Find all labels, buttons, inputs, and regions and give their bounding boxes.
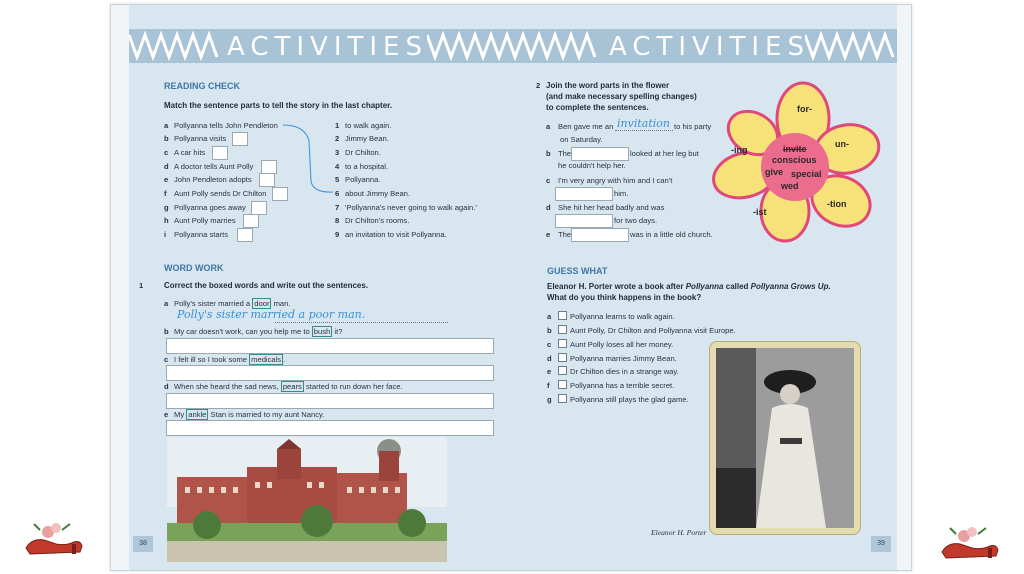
option-label: Dr Chilton dies in a strange way. xyxy=(570,367,679,376)
match-right-item: Pollyanna. xyxy=(345,175,381,184)
flower-instruction-line-2: (and make necessary spelling changes) xyxy=(546,92,697,101)
answer-field[interactable] xyxy=(166,338,494,354)
option-label: Pollyanna learns to walk again. xyxy=(570,312,675,321)
match-left-item: A car hits xyxy=(174,148,206,157)
activities-banner xyxy=(129,29,897,63)
flower-petal: for- xyxy=(797,104,812,114)
flower-center-word: give xyxy=(765,167,784,177)
option-label: Aunt Polly loses all her money. xyxy=(570,340,674,349)
zigzag-decoration xyxy=(129,29,221,63)
flower-petal: un- xyxy=(835,139,849,149)
match-right-item: to a hospital. xyxy=(345,162,389,171)
answer-field[interactable] xyxy=(166,393,494,409)
flower-center-word: invite xyxy=(783,144,807,154)
boxed-word: bush xyxy=(313,327,331,336)
portrait-photo xyxy=(716,348,854,528)
match-answer-box[interactable] xyxy=(232,132,248,146)
page-edge-right xyxy=(897,5,911,570)
zigzag-decoration xyxy=(427,29,603,63)
match-left-item: Aunt Polly sends Dr Chilton xyxy=(174,189,267,198)
match-answer-box[interactable] xyxy=(237,228,253,242)
guess-what-heading: GUESS WHAT xyxy=(547,266,608,276)
match-right-item: an invitation to visit Pollyanna. xyxy=(345,230,447,239)
option-checkbox[interactable] xyxy=(558,353,567,362)
photo-frame xyxy=(709,341,861,535)
book-spread: ACTIVITIES ACTIVITIES READING CHECK Match the sentence parts to tell the story in the last chapter. a Pollyanna tells John Pendleton b Pollyanna visits c A car hits d A doctor tells Aunt Polly e John Pendleton adopts f Aunt Polly sends Dr Chilton g Pollyanna goes away h Aunt Polly marries i Pollyanna starts 1 to walk again. 2 Jimmy Bean. 3 Dr Chilton. 4 to a hospital. 5 Pollyanna. 6 about Jimmy Bean. 7 'Pollyanna's never going to walk again.' 8 Dr Chilton's rooms. 9 an invitation to visit Pollyanna. WORD WORK 1 Correct the boxed words and write out the sentences. a Polly's sister married a door man. Polly's sister married a poor man. b My car doesn't work, can you help me to bush it? c I felt ill so I took some medicals . d When she heard the sad news, pears started to run down her face. e My ankle Stan is married to my aunt Nancy. 2 Join the word parts in the flower (and make necessary spelling changes) to complete the sentences. a Ben gave me an invitation to his party on Saturday. b The looked at her leg but he couldn't help her. c I'm very angry with him and I can't him. d She hit her head badly and was for two days. e The was in a little old church. for- un- -tion -ist -ing invite conscious give special wed GUESS WHAT Eleanor H. Porter wrote a book after Pollyanna called Pollyanna Grows Up. What do you think happens in the book? a Pollyanna learns to walk again. b Aunt Polly, Dr Chilton and Pollyanna visit Europe. c Aunt Polly loses all her money. d Pollyanna marries Jimmy Bean. e Dr Chilton dies in a strange way. f Pollyanna has a terrible secret. g Pollyanna still plays the glad game. Eleanor H. Porter 38 39 xyxy=(110,4,912,571)
word-work-sentence: I felt ill so I took some medicals . xyxy=(174,355,286,364)
match-right-item: Jimmy Bean. xyxy=(345,134,389,143)
reading-check-instruction: Match the sentence parts to tell the story in the last chapter. xyxy=(164,101,393,110)
page-number-right: 39 xyxy=(871,536,891,552)
flower-answer-box[interactable] xyxy=(555,214,613,228)
match-answer-box[interactable] xyxy=(251,201,267,215)
flower-answer-box[interactable] xyxy=(571,228,629,242)
match-right-item: about Jimmy Bean. xyxy=(345,189,410,198)
match-answer-box[interactable] xyxy=(243,214,259,228)
photo-caption: Eleanor H. Porter xyxy=(651,528,707,537)
option-label: Pollyanna has a terrible secret. xyxy=(570,381,675,390)
word-work-sentence: When she heard the sad news, pears started to run down her face. xyxy=(174,382,403,391)
boxed-word: door xyxy=(254,299,270,308)
match-left-item: A doctor tells Aunt Polly xyxy=(174,162,254,171)
match-answer-box[interactable] xyxy=(261,160,277,174)
word-work-sentence: Polly's sister married a door man. xyxy=(174,299,291,308)
banner-title-left: ACTIVITIES xyxy=(227,32,428,62)
answer-field[interactable] xyxy=(166,420,494,436)
match-right-item: Dr Chilton's rooms. xyxy=(345,216,410,225)
boxed-word: pears xyxy=(282,382,302,391)
match-answer-box[interactable] xyxy=(259,173,275,187)
option-label: Pollyanna still plays the glad game. xyxy=(570,395,689,404)
flower-center-word: conscious xyxy=(772,155,817,165)
flower-center-word: wed xyxy=(781,181,799,191)
match-left-item: Pollyanna goes away xyxy=(174,203,246,212)
option-checkbox[interactable] xyxy=(558,339,567,348)
flower-petal: -ing xyxy=(731,145,748,155)
flower-petal: -tion xyxy=(827,199,847,209)
word-work-sentence: My car doesn't work, can you help me to bush it? xyxy=(174,327,343,336)
match-right-item: Dr Chilton. xyxy=(345,148,381,157)
option-label: Pollyanna marries Jimmy Bean. xyxy=(570,354,677,363)
handwritten-answer: invitation xyxy=(617,117,670,130)
page-number-left: 38 xyxy=(133,536,153,552)
word-work-sentence: My ankle Stan is married to my aunt Nancy. xyxy=(174,410,325,419)
option-checkbox[interactable] xyxy=(558,325,567,334)
match-left-item: Aunt Polly marries xyxy=(174,216,236,225)
banner-title-right: ACTIVITIES xyxy=(609,32,810,62)
zigzag-decoration xyxy=(805,29,897,63)
boxed-word: ankle xyxy=(188,410,207,419)
option-checkbox[interactable] xyxy=(558,380,567,389)
flower-answer-box[interactable] xyxy=(571,147,629,161)
hospital-illustration xyxy=(167,437,447,562)
flower-instruction-line-1: Join the word parts in the flower xyxy=(546,81,670,90)
flower-petal: -ist xyxy=(753,207,767,217)
shoe-decoration-right xyxy=(938,522,1002,562)
page-edge-left xyxy=(111,5,129,570)
answer-field[interactable] xyxy=(166,365,494,381)
word-work-heading: WORD WORK xyxy=(164,263,224,273)
flower-answer-box[interactable] xyxy=(555,187,613,201)
match-answer-box[interactable] xyxy=(212,146,228,160)
flower-instruction-line-3: to complete the sentences. xyxy=(546,103,649,112)
option-checkbox[interactable] xyxy=(558,394,567,403)
match-connector-line xyxy=(281,121,341,197)
match-left-item: Pollyanna visits xyxy=(174,134,227,143)
option-checkbox[interactable] xyxy=(558,311,567,320)
match-left-item: Pollyanna tells John Pendleton xyxy=(174,121,278,130)
word-work-instruction: Correct the boxed words and write out the sentences. xyxy=(164,281,369,290)
reading-check-heading: READING CHECK xyxy=(164,81,241,91)
guess-what-question: What do you think happens in the book? xyxy=(547,293,702,302)
match-left-item: Pollyanna starts xyxy=(174,230,229,239)
option-label: Aunt Polly, Dr Chilton and Pollyanna visit Europe. xyxy=(570,326,736,335)
match-right-item: 'Pollyanna's never going to walk again.' xyxy=(345,203,477,212)
boxed-word: medicals xyxy=(251,355,282,364)
guess-what-prompt: Eleanor H. Porter wrote a book after Pollyanna called Pollyanna Grows Up. xyxy=(547,282,831,291)
handwritten-answer: Polly's sister married a poor man. xyxy=(177,308,366,321)
flower-center-word: special xyxy=(791,169,822,179)
match-left-item: John Pendleton adopts xyxy=(174,175,252,184)
option-checkbox[interactable] xyxy=(558,366,567,375)
shoe-decoration-left xyxy=(22,518,86,558)
match-right-item: to walk again. xyxy=(345,121,392,130)
